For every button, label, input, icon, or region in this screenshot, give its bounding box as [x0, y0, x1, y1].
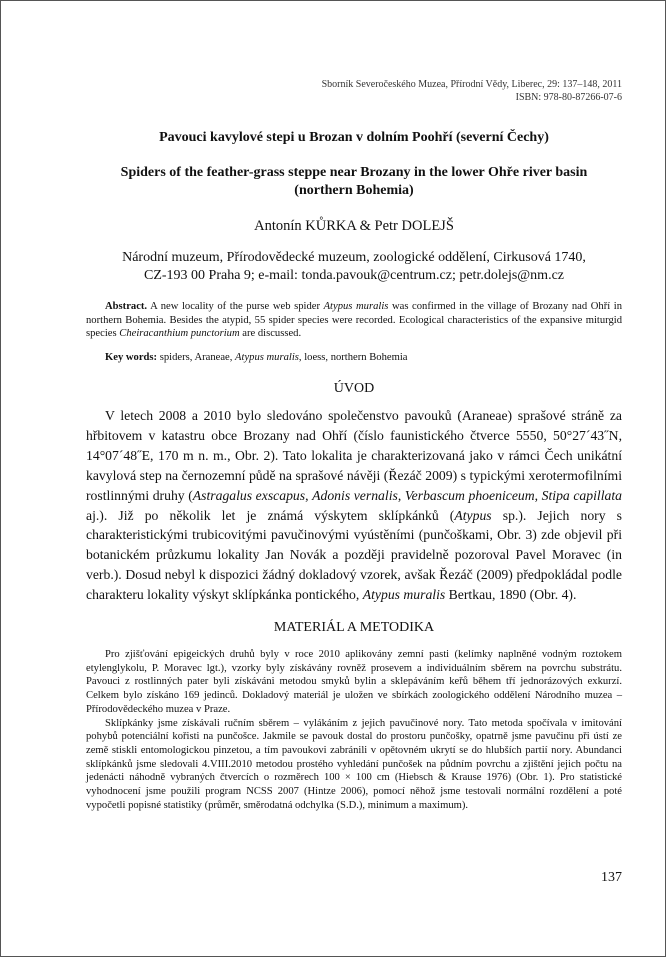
- abstract-label: Abstract.: [105, 301, 148, 312]
- title-english: [86, 164, 622, 200]
- section-heading-methods: MATERIÁL A METODIKA: [273, 620, 435, 636]
- uvod-text: aj.). Již po několik let je známá výskytem sklípkánků (: [86, 507, 455, 523]
- paper-page: [86, 78, 622, 813]
- uvod-text: Bertkau, 1890 (Obr. 4).: [445, 587, 577, 603]
- plant-species: Verbascum phoeniceum: [404, 487, 535, 503]
- abstract-text: was confirmed in the village of Brozany nad Ohří in northern Bohemia. Besides the atypid, 55 spider species were recorded. Ecological characteristics of the expansive miturgid species: [86, 301, 623, 339]
- uvod-paragraph: [86, 406, 622, 605]
- authors: Antonín KŮRKA & Petr DOLEJŠ: [254, 218, 454, 234]
- keywords-text: , loess, northern Bohemia: [298, 351, 408, 363]
- methods-paragraph-2: Sklípkánky jsme získávali ručním sběrem – vylákáním z jejich pavučinové nory. Tato metoda spočívala v imitování pohybů potenciální kořisti na punčošce. Jakmile se pavouk dostal do prostoru punčošky, opatrně jsme pavučinu při ústí ze země stiskli entomologickou pinzetou, a tím pavoukovi zabránili v opětovném ukrytí se do hlubších partií nory. Abundanci sklípkánků jsme sledovali 4.VIII.2010 metodou prostého vyhledání punčošek na půdním povrchu a zjištění jejich počtu na jedenácti náhodně vybraných čtvercích o rozměrech 100 × 100 cm (Hiebsch & Krause 1976) (Obr. 1). Pro statistické vyhodnocení jsme použili program NCSS 2007 (Hintze 2006), pomocí něhož jsme testovali normální rozdělení a poté vypočetli popisné statistiky (průměr, směrodatná odchylka (S.D.), minimum a maximum).: [86, 717, 622, 811]
- uvod-text: ,: [397, 487, 405, 503]
- abstract-species: Cheiracanthium punctorium: [119, 328, 240, 339]
- title-czech: Pavouci kavylové stepi u Brozan v dolním Poohří (severní Čechy): [159, 130, 549, 145]
- journal-citation: Sborník Severočeského Muzea, Přírodní Vědy, Liberec, 29: 137–148, 2011: [321, 79, 622, 90]
- affiliation: [86, 249, 622, 285]
- title-english-line1: Spiders of the feather-grass steppe near Brozany in the lower Ohře river basin: [120, 165, 588, 180]
- title-english-line2: (northern Bohemia): [294, 183, 414, 198]
- isbn: ISBN: 978-80-87266-07-6: [515, 92, 622, 103]
- keywords-label: Key words:: [105, 351, 158, 363]
- plant-species: Adonis vernalis: [312, 487, 398, 503]
- page-number: 137: [601, 870, 622, 885]
- affiliation-line1: Národní muzeum, Přírodovědecké muzeum, zoologické oddělení, Cirkusová 1740,: [122, 250, 586, 265]
- abstract: [86, 300, 622, 341]
- spider-species: Atypus muralis: [362, 587, 446, 603]
- uvod-text: ,: [534, 487, 542, 503]
- keywords-text: spiders, Araneae,: [157, 351, 236, 363]
- abstract-species: Atypus muralis: [323, 301, 389, 312]
- plant-species: Astragalus exscapus: [192, 487, 306, 503]
- abstract-text: are discussed.: [239, 328, 302, 339]
- uvod-text: sp.). Jejich nory s charakteristickými trubicovitými pavučinovými vyústěními (punčoškami, Obr. 3) zde objevil při botanickém průzkumu lokality Jan Novák a později pravidelně pozoroval Pavel Moravec (in verb.). Dosud nebyl k dispozici žádný dokladový vzorek, avšak Řezáč (2009) předpokládal podle charakteru lokality výskyt sklípkánka pontického,: [86, 507, 623, 603]
- journal-header: [86, 78, 622, 104]
- abstract-text: A new locality of the purse web spider: [147, 301, 324, 312]
- section-heading-uvod: ÚVOD: [333, 381, 375, 396]
- affiliation-line2: CZ-193 00 Praha 9; e-mail: tonda.pavouk@centrum.cz; petr.dolejs@nm.cz: [143, 268, 564, 283]
- plant-species: Stipa capillata: [541, 487, 623, 503]
- keywords-species: Atypus muralis: [235, 351, 299, 363]
- uvod-text: V letech 2008 a 2010 bylo sledováno společenstvo pavouků (Araneae) sprašové stráně za hřbitovem v katastru obce Brozany nad Ohří (číslo faunistického čtverce 5550, 50°27´43˝N, 14°07´48˝E, 170 m n. m., Obr. 2). Tato lokalita je charakterizovaná jako v rámci Čech unikátní kavylová step na černozemní půdě na sprašové návěji (Řezáč 2009) s typickými xerotermofilními rostlinnými druhy (: [86, 408, 622, 503]
- uvod-text: ,: [305, 487, 313, 503]
- keywords: [86, 351, 622, 365]
- methods-paragraph-1: Pro zjišťování epigeických druhů byly v roce 2010 aplikovány zemní pasti (kelímky naplněné vodným roztokem etylenglykolu, P. Moravec lgt.), vzorky byly získávány rovněž prosevem a individuálním sběrem na povrchu substrátu. Pavouci z rostlinných pater byli získáváni metodou smyků bylin a sklepáváním keřů během tří jednorázových exkurzí. Celkem bylo získáno 169 jedinců. Dokladový materiál je uložen ve sbírkách zoologického oddělení Národního muzea – Přírodovědeckého muzea v Praze.: [86, 649, 622, 715]
- spider-genus: Atypus: [454, 507, 492, 523]
